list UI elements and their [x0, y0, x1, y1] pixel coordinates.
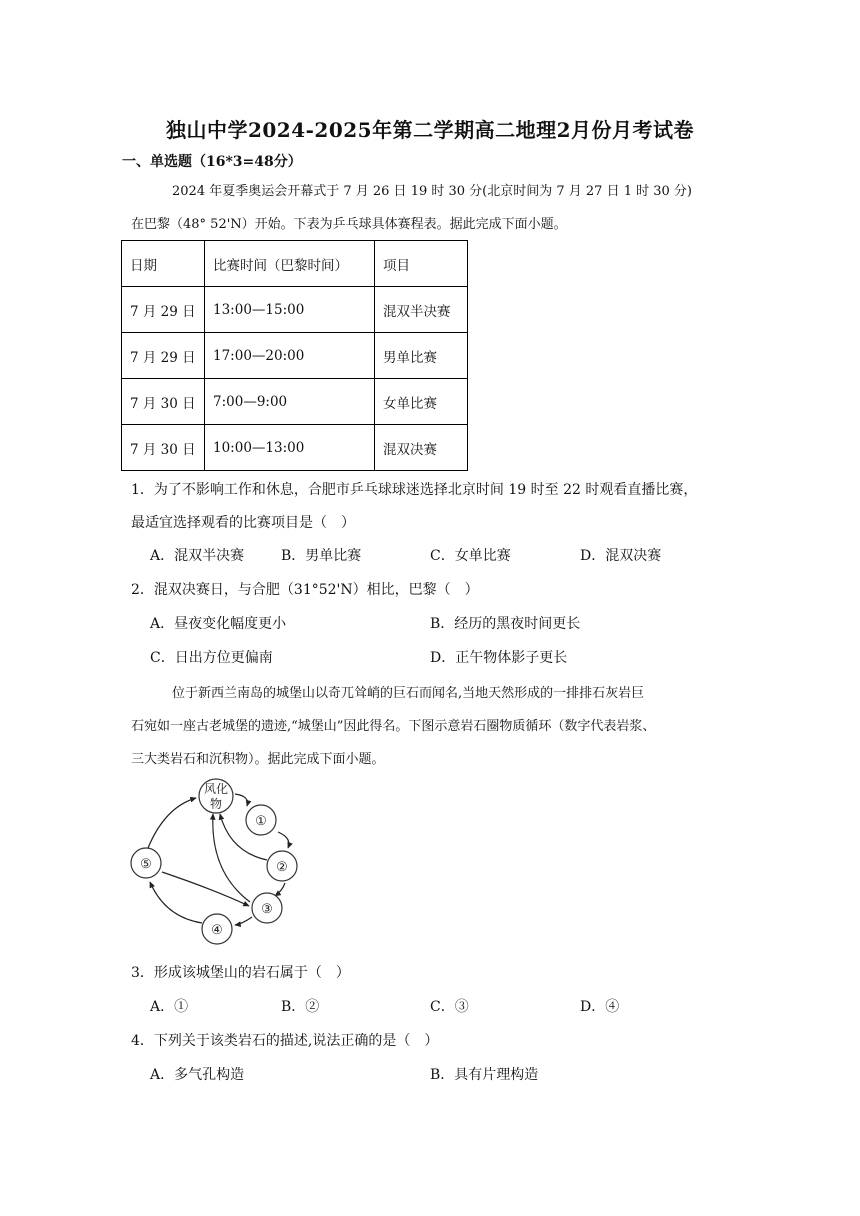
- table-cell: 17:00—20:00: [205, 333, 375, 379]
- node-5-label: ⑤: [140, 857, 152, 872]
- arrow-3-to-weathering: [213, 814, 250, 902]
- section-heading: 一、单选题（16*3=48分）: [122, 154, 302, 170]
- table-row: [122, 333, 468, 379]
- table-cell: 7 月 29 日: [122, 287, 205, 333]
- arrow-weathering-to-1: [235, 794, 248, 806]
- node-2-label: ②: [276, 860, 288, 875]
- q2-option-a: A．昼夜变化幅度更小: [150, 616, 287, 632]
- table-cell: 7 月 29 日: [122, 333, 205, 379]
- intro2-line3: 三大类岩石和沉积物）。据此完成下面小题。: [131, 752, 385, 767]
- q1-option-a: A．混双半决赛: [150, 548, 245, 564]
- q3-option-a: A．①: [150, 999, 189, 1015]
- q2-stem: 2．混双决赛日，与合肥（31°52'N）相比，巴黎（ ）: [131, 582, 479, 598]
- table-cell: 7 月 30 日: [122, 425, 205, 471]
- table-row: [122, 379, 468, 425]
- q1-option-c: C．女单比赛: [430, 548, 511, 564]
- q1-stem-line1: 1．为了不影响工作和休息，合肥市乒乓球球迷选择北京时间 19 时至 22 时观看直播比赛，: [131, 482, 698, 498]
- q4-option-b: B．具有片理构造: [430, 1067, 539, 1083]
- q2-option-b: B．经历的黑夜时间更长: [430, 616, 581, 632]
- q1-option-b: B．男单比赛: [281, 548, 362, 564]
- table-header-event: 项目: [375, 241, 468, 287]
- q1-stem-line2: 最适宜选择观看的比赛项目是（ ）: [131, 515, 355, 531]
- intro2-line2: 石宛如一座古老城堡的遗迹,“城堡山”因此得名。下图示意岩石圈物质循环（数字代表岩浆、: [131, 719, 656, 734]
- table-cell: 女单比赛: [375, 379, 468, 425]
- arrow-4-to-5: [150, 882, 202, 923]
- node-1-label: ①: [255, 814, 267, 829]
- table-cell: 7 月 30 日: [122, 379, 205, 425]
- table-row: [122, 287, 468, 333]
- schedule-table: [121, 240, 468, 471]
- arrow-2-to-3: [275, 883, 285, 896]
- table-header-row: [122, 241, 468, 287]
- q3-option-c: C．③: [430, 999, 469, 1015]
- q2-option-c: C．日出方位更偏南: [150, 650, 273, 666]
- intro1-line1: 2024 年夏季奥运会开幕式于 7 月 26 日 19 时 30 分(北京时间为 7 月 27 日 1 时 30 分): [172, 184, 693, 199]
- table-row: [122, 425, 468, 471]
- node-3-label: ③: [261, 902, 273, 917]
- table-cell: 男单比赛: [375, 333, 468, 379]
- q4-option-a: A．多气孔构造: [150, 1067, 245, 1083]
- table-header-time: 比赛时间（巴黎时间）: [205, 241, 375, 287]
- intro1-line2: 在巴黎（48° 52'N）开始。下表为乒乓球具体赛程表。据此完成下面小题。: [131, 217, 567, 232]
- q4-stem: 4．下列关于该类岩石的描述,说法正确的是（ ）: [131, 1033, 439, 1049]
- intro2-line1: 位于新西兰南岛的城堡山以奇兀耸峭的巨石而闻名,当地天然形成的一排排石灰岩巨: [172, 686, 645, 701]
- table-cell: 10:00—13:00: [205, 425, 375, 471]
- rock-cycle-diagram: [120, 772, 320, 952]
- arrow-3-to-4: [235, 917, 252, 925]
- node-4-label: ④: [211, 923, 223, 938]
- table-cell: 13:00—15:00: [205, 287, 375, 333]
- q1-option-d: D．混双决赛: [580, 548, 662, 564]
- node-weathering-label-bottom: 物: [209, 797, 223, 811]
- q3-option-b: B．②: [281, 999, 320, 1015]
- table-cell: 混双决赛: [375, 425, 468, 471]
- table-cell: 混双半决赛: [375, 287, 468, 333]
- q3-stem: 3．形成该城堡山的岩石属于（ ）: [131, 965, 350, 981]
- q3-option-d: D．④: [580, 999, 620, 1015]
- arrow-1-to-2: [278, 832, 289, 848]
- table-header-date: 日期: [122, 241, 205, 287]
- q2-option-d: D．正午物体影子更长: [430, 650, 568, 666]
- node-weathering-label-top: 风化: [203, 782, 229, 796]
- arrow-5-to-weathering: [148, 798, 196, 848]
- table-cell: 7:00—9:00: [205, 379, 375, 425]
- page-title: 独山中学2024-2025年第二学期高二地理2月份月考试卷: [165, 118, 695, 142]
